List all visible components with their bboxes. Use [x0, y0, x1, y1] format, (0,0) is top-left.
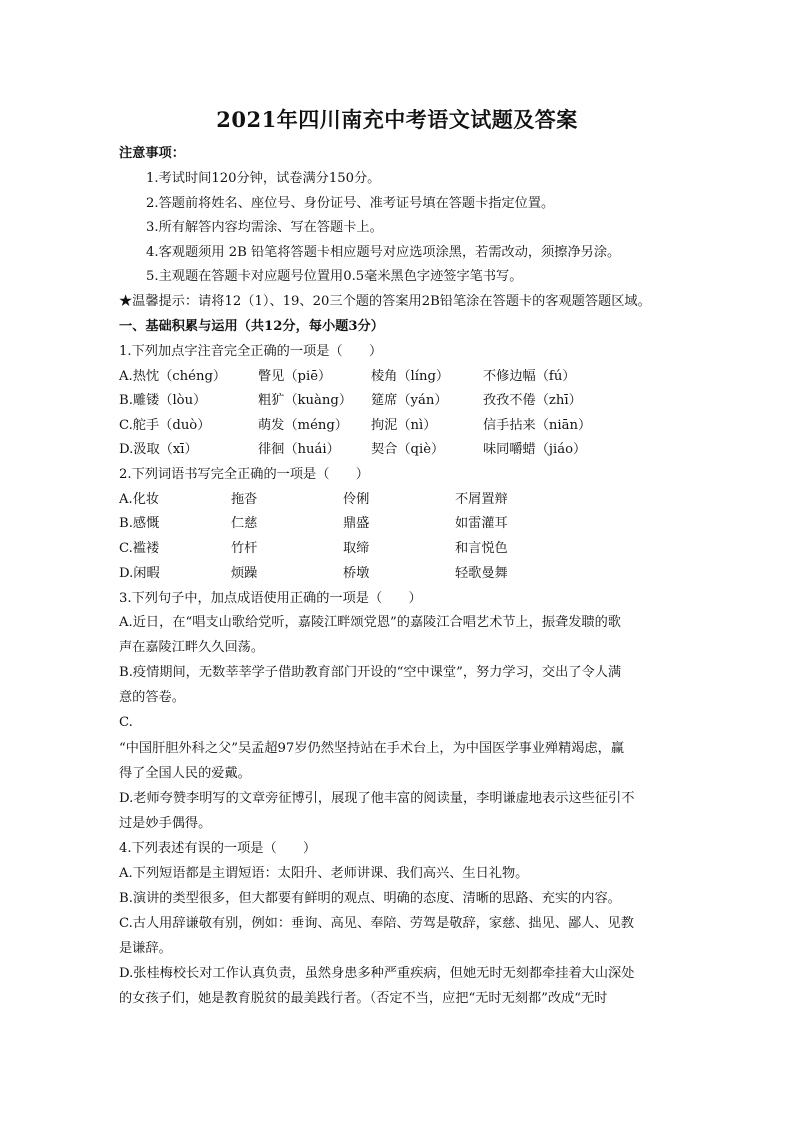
q2-option-c-word: 取缔	[343, 541, 370, 556]
page-title: 2021年四川南充中考语文试题及答案	[216, 107, 578, 132]
question-3-stem: 3.下列句子中，加点成语使用正确的一项是（ ）	[119, 591, 422, 606]
q2-option-d-word: 桥墩	[343, 566, 370, 581]
notice-item: 5.主观题在答题卡对应题号位置用0.5毫米黑色字迹签字笔书写。	[146, 269, 523, 284]
q1-option-c-word: 萌发（méng）	[258, 418, 348, 433]
q1-option-c: C.舵手（duò）	[119, 418, 211, 433]
q1-option-d-word: 徘徊（huái）	[258, 442, 340, 457]
q4-line: C.古人用辞谦敬有别，例如：垂询、高见、奉陪、劳驾是敬辞，家慈、拙见、鄙人、见教	[119, 916, 634, 931]
q1-option-b-word: 孜孜不倦（zhī）	[483, 393, 582, 408]
q2-option-b-word: 鼎盛	[343, 516, 370, 531]
question-1-stem: 1.下列加点字注音完全正确的一项是（ ）	[119, 344, 383, 359]
q3-line: 声在嘉陵江畔久久回荡。	[119, 640, 265, 655]
warm-tip: ★温馨提示：请将12（1）、19、20三个题的答案用2B铅笔涂在答题卡的客观题答题区域。	[119, 294, 651, 309]
q3-line: 得了全国人民的爱戴。	[119, 766, 251, 781]
q1-option-b-word: 粗犷（kuàng）	[258, 393, 353, 408]
q2-option-d-word: 烦躁	[231, 566, 258, 581]
q3-line: B.疫情期间，无数莘莘学子借助教育部门开设的“空中课堂”，努力学习，交出了令人满	[119, 665, 622, 680]
notice-item: 1.考试时间120分钟，试卷满分150分。	[146, 171, 381, 186]
q2-option-a-word: 伶俐	[343, 492, 370, 507]
q1-option-b: B.雕镂（lòu）	[119, 393, 207, 408]
q4-line: B.演讲的类型很多，但大都要有鲜明的观点、明确的态度、清晰的思路、充实的内容。	[119, 891, 621, 906]
question-4-stem: 4.下列表述有误的一项是（ ）	[119, 841, 317, 856]
q4-line: D.张桂梅校长对工作认真负责，虽然身患多种严重疾病，但她无时无刻都牵挂着大山深处	[119, 966, 635, 981]
q2-option-c-word: 和言悦色	[455, 541, 508, 556]
q3-line: D.老师夸赞李明写的文章旁征博引，展现了他丰富的阅读量，李明谦虚地表示这些征引不	[119, 791, 635, 806]
q3-line: 意的答卷。	[119, 690, 185, 705]
q2-option-b-word: 仁慈	[231, 516, 258, 531]
notice-item: 4.客观题须用 2B 铅笔将答题卡相应题号对应选项涂黑，若需改动，须擦净另涂。	[146, 245, 621, 260]
q3-line: A.近日，在“唱支山歌给党听，嘉陵江畔颂党恩”的嘉陵江合唱艺术节上，振聋发聩的歌	[119, 615, 621, 630]
q2-option-b-word: 如雷灌耳	[455, 516, 508, 531]
q1-option-d: D.汲取（xī）	[119, 442, 198, 457]
question-2-stem: 2.下列词语书写完全正确的一项是（ ）	[119, 467, 369, 482]
q1-option-d-word: 味同嚼蜡（jiáo）	[483, 442, 587, 457]
q1-option-d-word: 契合（qiè）	[371, 442, 445, 457]
q2-option-a-word: 拖沓	[231, 492, 258, 507]
notice-item: 2.答题前将姓名、座位号、身份证号、准考证号填在答题卡指定位置。	[146, 196, 555, 211]
q1-option-a-word: 棱角（líng）	[371, 369, 450, 384]
q1-option-b-word: 筵席（yán）	[371, 393, 448, 408]
q3-line: “中国肝胆外科之父”吴孟超97岁仍然坚持站在手术台上，为中国医学事业殚精竭虑，赢	[119, 741, 625, 756]
q1-option-c-word: 拘泥（nì）	[371, 418, 437, 433]
q4-line: 的女孩子们，她是教育脱贫的最美践行者。（否定不当，应把“无时无刻都”改成“无时	[119, 991, 608, 1006]
q2-option-c-word: 竹杆	[231, 541, 258, 556]
q1-option-c-word: 信手拈来（niān）	[483, 418, 592, 433]
q3-line: 过是妙手偶得。	[119, 816, 212, 831]
q1-option-a-word: 瞥见（piē）	[258, 369, 332, 384]
q2-option-c: C.褴褛	[119, 541, 160, 556]
q3-line: C.	[119, 715, 133, 730]
q2-option-a: A.化妆	[119, 492, 160, 507]
q4-line: 是谦辞。	[119, 941, 172, 956]
q2-option-d: D.闲暇	[119, 566, 160, 581]
section-heading: 一、基础积累与运用（共12分，每小题3分）	[119, 319, 384, 334]
q2-option-d-word: 轻歌曼舞	[455, 566, 508, 581]
q1-option-a: A.热忱（chéng）	[119, 369, 227, 384]
q2-option-b: B.感慨	[119, 516, 160, 531]
notice-item: 3.所有解答内容均需涂、写在答题卡上。	[146, 220, 383, 235]
q2-option-a-word: 不屑置辩	[455, 492, 508, 507]
q1-option-a-word: 不修边幅（fú）	[483, 369, 576, 384]
q4-line: A.下列短语都是主谓短语：太阳升、老师讲课、我们高兴、生日礼物。	[119, 866, 529, 881]
notice-heading: 注意事项：	[119, 146, 185, 161]
